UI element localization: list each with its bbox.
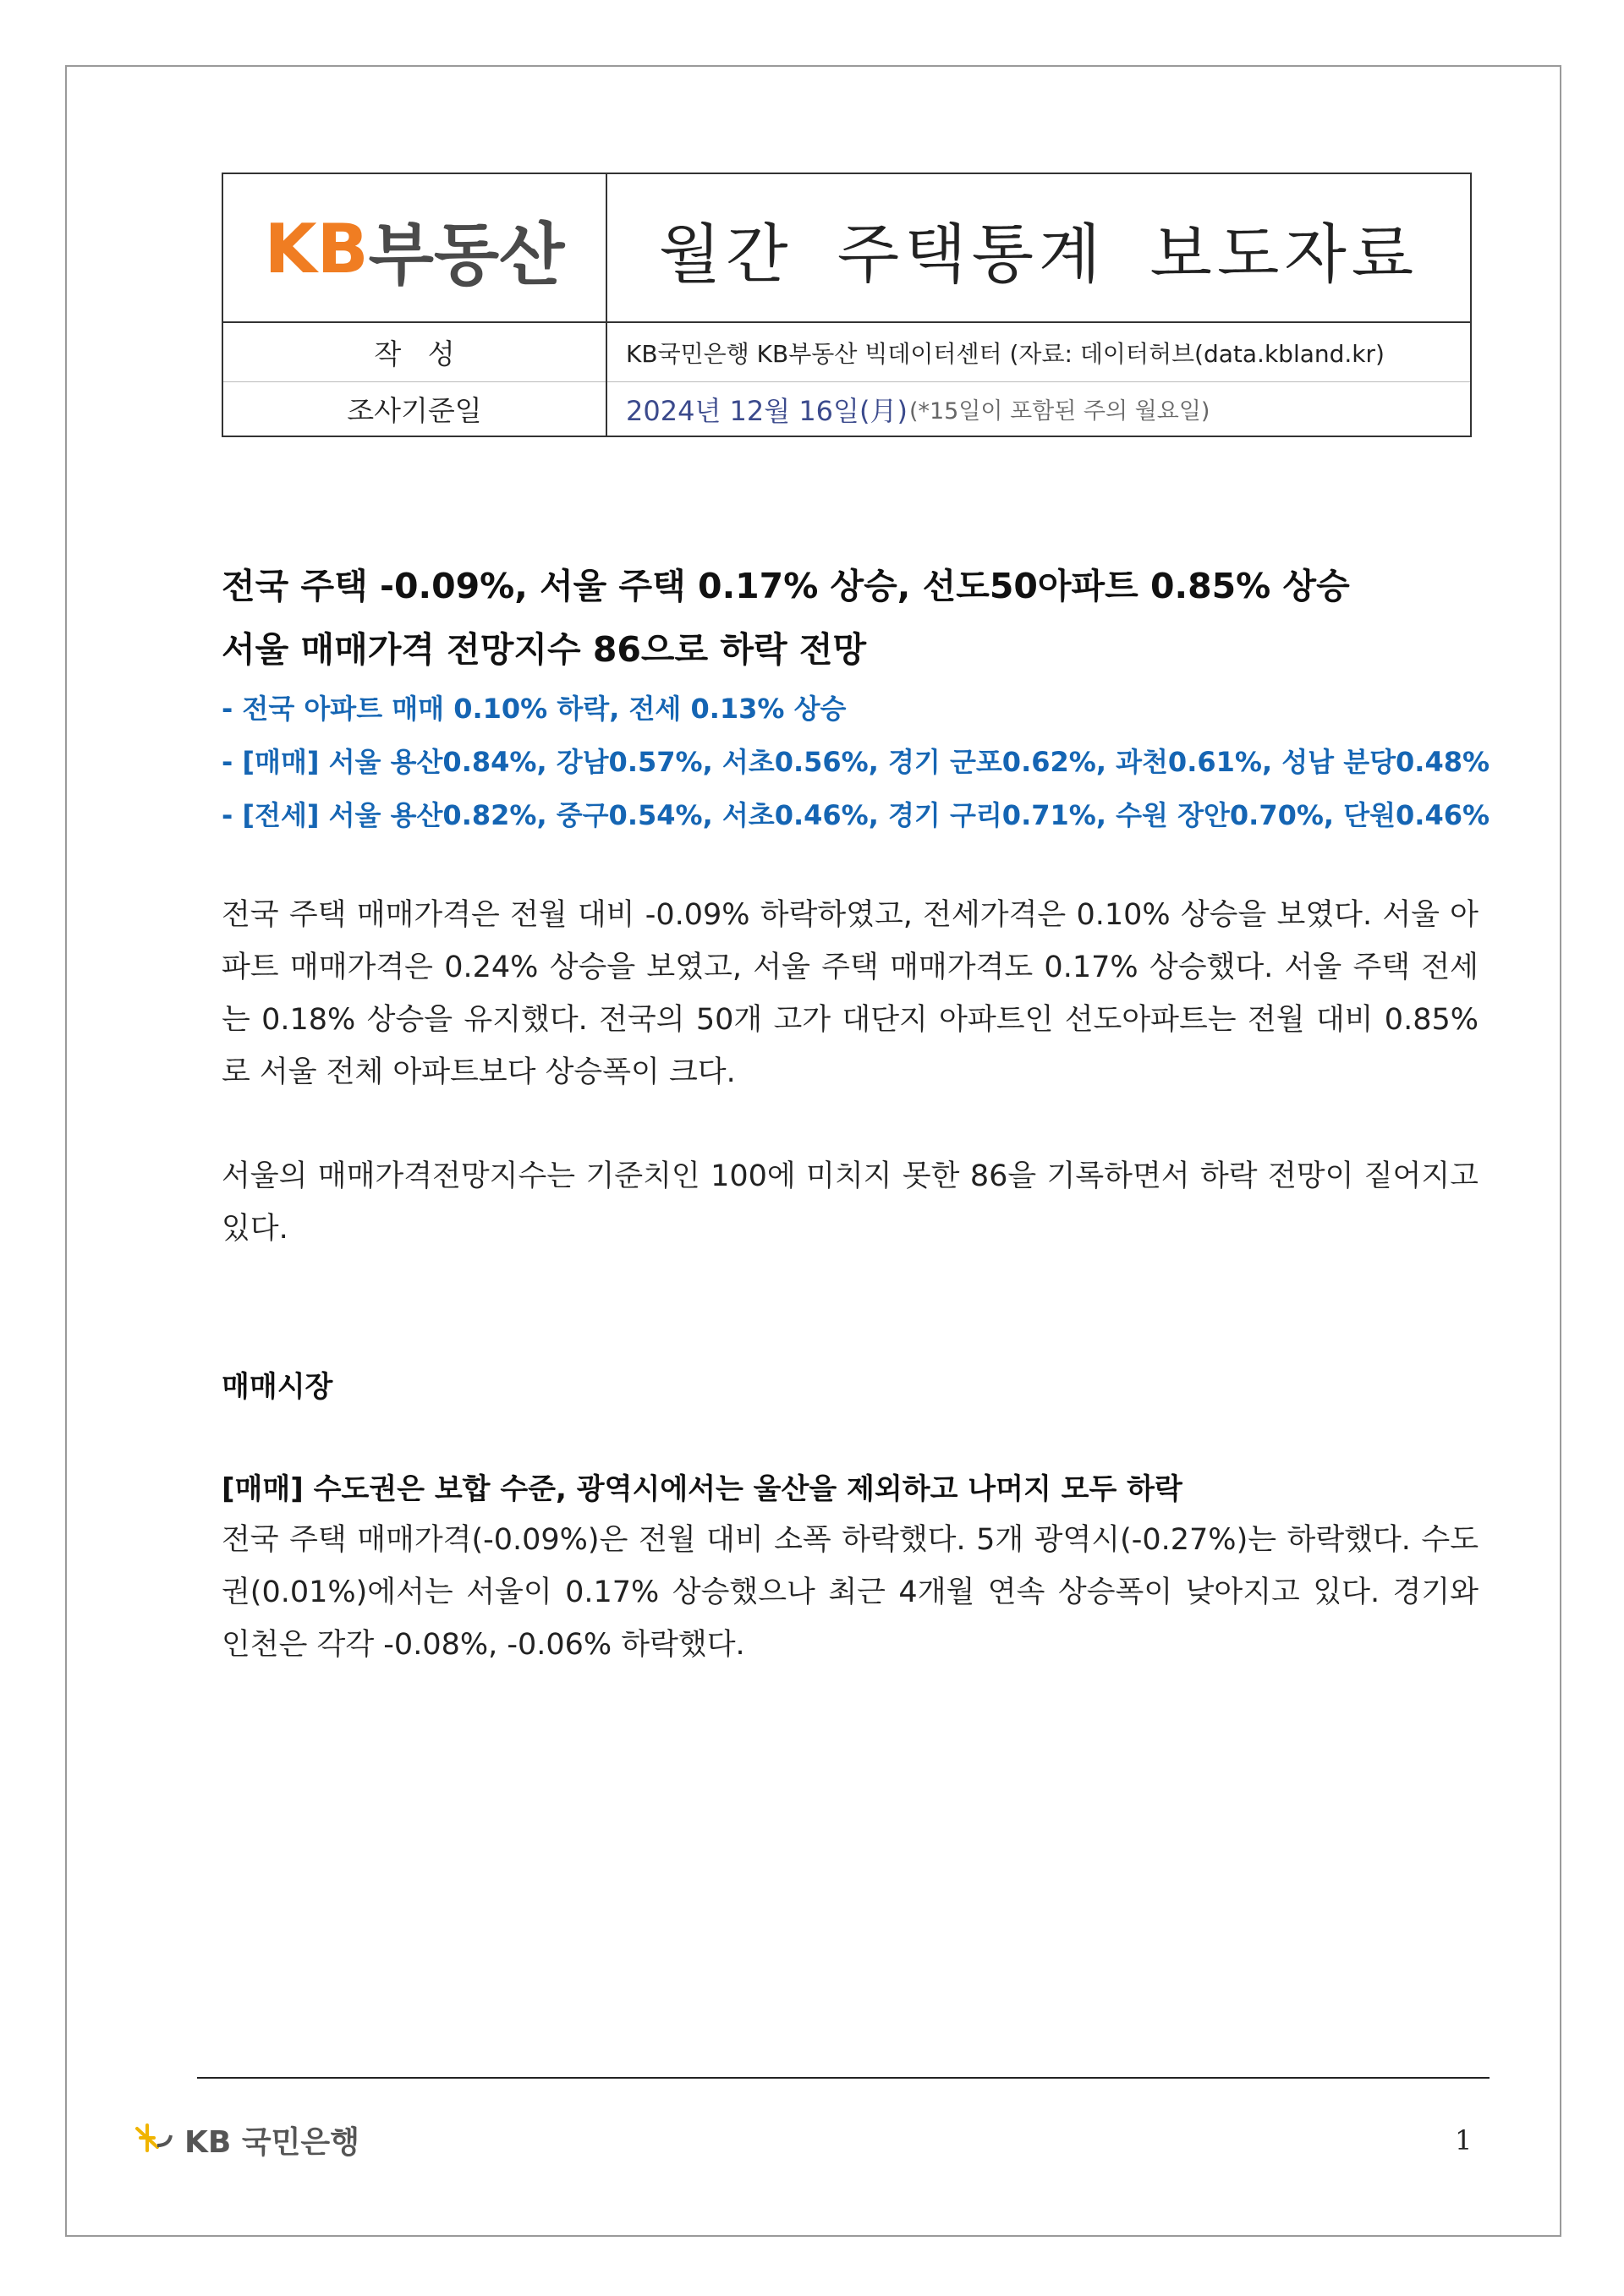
- kb-kookmin-logo-text: KB 국민은행: [184, 2124, 359, 2160]
- kb-budongsan-logo: [223, 174, 606, 323]
- summary-paragraph-2: 서울의 매매가격전망지수는 기준치인 100에 미치지 못한 86을 기록하면서 하락 전망이 짙어지고 있다.: [222, 1159, 1479, 1246]
- summary-paragraph-1: 전국 주택 매매가격은 전월 대비 -0.09% 하락하였고, 전세가격은 0.10% 상승을 보였다. 서울 아파트 매매가격은 0.24% 상승을 보였고, 서울 주택 매매가격도 0.17% 상승했다. 서울 주택 전세는 0.18% 상승을 유지했다. 전국의 50개 고가 대단지 아파트인 선도아파트는 전월 대비 0.85%로 서울 전체 아파트보다 상승폭이 크다.: [222, 898, 1479, 1089]
- survey-date-value: [626, 382, 1462, 436]
- survey-date: 2024년 12월 16일(月): [626, 394, 908, 427]
- kb-star-icon: [129, 2117, 179, 2162]
- kb-kookmin-logo: [129, 2114, 359, 2165]
- header-divider: [606, 174, 607, 436]
- footer-divider: [197, 2077, 1490, 2079]
- author-value: KB국민은행 KB부동산 빅데이터센터 (자료: 데이터허브(data.kbland.kr): [626, 339, 1385, 368]
- subheadline-1: - 전국 아파트 매매 0.10% 하락, 전세 0.13% 상승: [222, 693, 847, 725]
- logo-kb-text: KB: [264, 209, 369, 288]
- headline-2: 서울 매매가격 전망지수 86으로 하락 전망: [222, 629, 867, 670]
- survey-date-row: [223, 382, 1470, 436]
- headline-1: 전국 주택 -0.09%, 서울 주택 0.17% 상승, 선도50아파트 0.85% 상승: [222, 566, 1350, 606]
- logo-budongsan-text: 부동산: [368, 215, 565, 294]
- survey-date-label: 조사기준일: [347, 394, 482, 427]
- author-label: 작 성: [374, 337, 455, 370]
- document-title: 월간 주택통계 보도자료: [658, 216, 1419, 292]
- survey-date-note: (*15일이 포함된 주의 월요일): [908, 398, 1210, 425]
- sale-paragraph: 전국 주택 매매가격(-0.09%)은 전월 대비 소폭 하락했다. 5개 광역시(-0.27%)는 하락했다. 수도권(0.01%)에서는 서울이 0.17% 상승했으나 최근 4개월 연속 상승폭이 낮아지고 있다. 경기와 인천은 각각 -0.08%, -0.06% 하락했다.: [222, 1523, 1479, 1662]
- author-row: [223, 323, 1470, 382]
- section-title-market: 매매시장: [222, 1370, 333, 1404]
- header-title-row: [223, 174, 1470, 323]
- subheadline-2: - [매매] 서울 용산0.84%, 강남0.57%, 서초0.56%, 경기 군포0.62%, 과천0.61%, 성남 분당0.48%: [222, 746, 1490, 778]
- sale-section-heading: [매매] 수도권은 보합 수준, 광역시에서는 울산을 제외하고 나머지 모두 하락: [222, 1472, 1182, 1506]
- page-number: 1: [1455, 2124, 1473, 2156]
- subheadline-3: - [전세] 서울 용산0.82%, 중구0.54%, 서초0.46%, 경기 구리0.71%, 수원 장안0.70%, 단원0.46%: [222, 799, 1490, 831]
- header-table: [222, 173, 1472, 437]
